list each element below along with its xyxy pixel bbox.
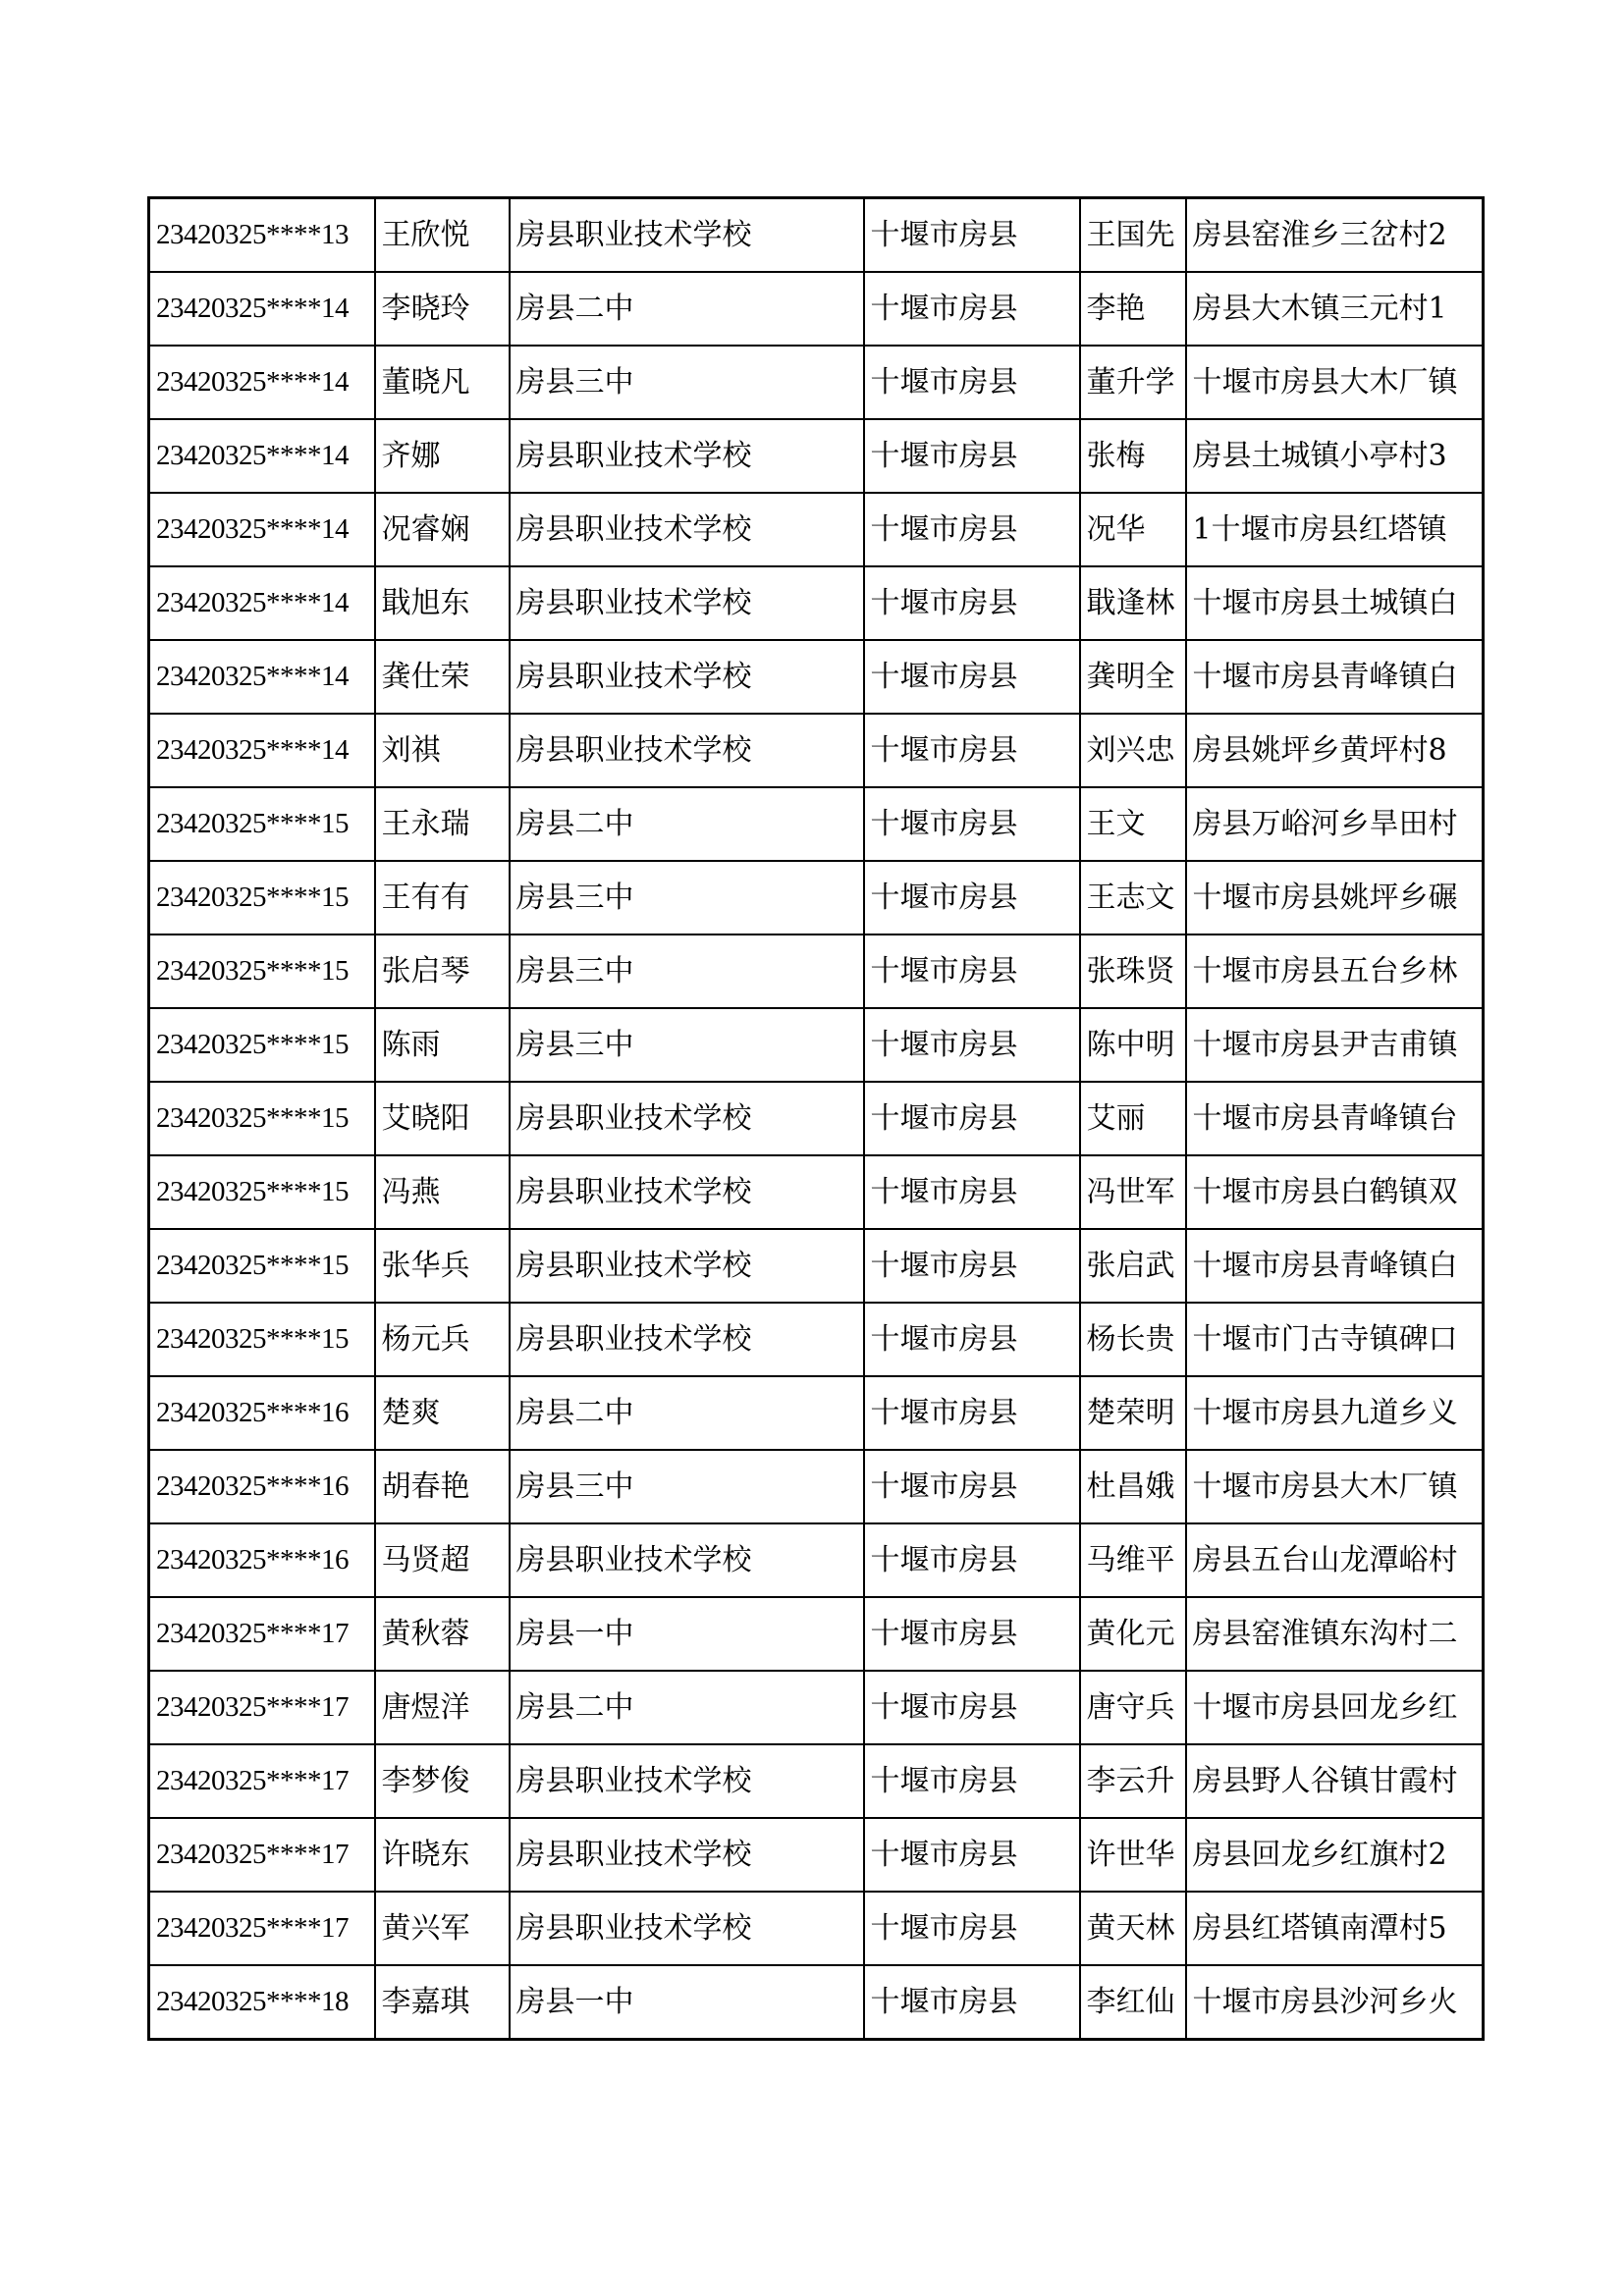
table-row — [149, 1450, 1484, 1523]
student-name-cell: 王欣悦 — [375, 198, 510, 273]
school-cell: 房县一中 — [510, 1965, 864, 2040]
table-row — [149, 714, 1484, 787]
guardian-name-cell: 马维平 — [1080, 1523, 1186, 1597]
city-cell: 十堰市房县 — [864, 1965, 1080, 2040]
table-row — [149, 272, 1484, 346]
city-cell: 十堰市房县 — [864, 1523, 1080, 1597]
student-name-cell: 许晓东 — [375, 1818, 510, 1892]
guardian-name-cell: 王国先 — [1080, 198, 1186, 273]
school-cell: 房县三中 — [510, 1450, 864, 1523]
table-row — [149, 1155, 1484, 1229]
student-name-cell: 王有有 — [375, 861, 510, 934]
school-cell: 房县三中 — [510, 934, 864, 1008]
guardian-name-cell: 龚明全 — [1080, 640, 1186, 714]
id-cell: 23420325****15 — [149, 1303, 375, 1376]
guardian-name-cell: 戢逢林 — [1080, 566, 1186, 640]
address-cell: 十堰市房县姚坪乡碾 — [1186, 861, 1484, 934]
school-cell: 房县职业技术学校 — [510, 1744, 864, 1818]
address-cell: 十堰市房县回龙乡红 — [1186, 1671, 1484, 1744]
address-cell: 十堰市房县青峰镇白 — [1186, 1229, 1484, 1303]
address-cell: 房县回龙乡红旗村2 — [1186, 1818, 1484, 1892]
guardian-name-cell: 刘兴忠 — [1080, 714, 1186, 787]
id-cell: 23420325****14 — [149, 419, 375, 493]
student-name-cell: 冯燕 — [375, 1155, 510, 1229]
city-cell: 十堰市房县 — [864, 346, 1080, 419]
city-cell: 十堰市房县 — [864, 1008, 1080, 1082]
guardian-name-cell: 王志文 — [1080, 861, 1186, 934]
city-cell: 十堰市房县 — [864, 1303, 1080, 1376]
table-row — [149, 1892, 1484, 1965]
address-cell: 十堰市房县白鹤镇双 — [1186, 1155, 1484, 1229]
id-cell: 23420325****15 — [149, 1082, 375, 1155]
student-name-cell: 董晓凡 — [375, 346, 510, 419]
school-cell: 房县二中 — [510, 1671, 864, 1744]
school-cell: 房县一中 — [510, 1597, 864, 1671]
address-cell: 十堰市房县青峰镇白 — [1186, 640, 1484, 714]
city-cell: 十堰市房县 — [864, 566, 1080, 640]
city-cell: 十堰市房县 — [864, 1376, 1080, 1450]
student-name-cell: 况睿娴 — [375, 493, 510, 566]
school-cell: 房县职业技术学校 — [510, 566, 864, 640]
school-cell: 房县三中 — [510, 346, 864, 419]
table-row — [149, 1523, 1484, 1597]
table-row — [149, 198, 1484, 273]
id-cell: 23420325****17 — [149, 1892, 375, 1965]
student-name-cell: 李晓玲 — [375, 272, 510, 346]
address-cell: 房县大木镇三元村1 — [1186, 272, 1484, 346]
student-name-cell: 胡春艳 — [375, 1450, 510, 1523]
guardian-name-cell: 杨长贵 — [1080, 1303, 1186, 1376]
table-row — [149, 419, 1484, 493]
address-cell: 十堰市房县尹吉甫镇 — [1186, 1008, 1484, 1082]
school-cell: 房县三中 — [510, 861, 864, 934]
guardian-name-cell: 况华 — [1080, 493, 1186, 566]
student-name-cell: 马贤超 — [375, 1523, 510, 1597]
student-name-cell: 黄兴军 — [375, 1892, 510, 1965]
table-row — [149, 1744, 1484, 1818]
city-cell: 十堰市房县 — [864, 787, 1080, 861]
student-name-cell: 李梦俊 — [375, 1744, 510, 1818]
student-name-cell: 杨元兵 — [375, 1303, 510, 1376]
city-cell: 十堰市房县 — [864, 1818, 1080, 1892]
student-name-cell: 陈雨 — [375, 1008, 510, 1082]
school-cell: 房县职业技术学校 — [510, 714, 864, 787]
id-cell: 23420325****16 — [149, 1376, 375, 1450]
city-cell: 十堰市房县 — [864, 1082, 1080, 1155]
guardian-name-cell: 黄天林 — [1080, 1892, 1186, 1965]
id-cell: 23420325****15 — [149, 861, 375, 934]
student-name-cell: 楚爽 — [375, 1376, 510, 1450]
city-cell: 十堰市房县 — [864, 934, 1080, 1008]
guardian-name-cell: 张启武 — [1080, 1229, 1186, 1303]
student-name-cell: 齐娜 — [375, 419, 510, 493]
roster-table — [147, 196, 1485, 2041]
school-cell: 房县职业技术学校 — [510, 640, 864, 714]
id-cell: 23420325****15 — [149, 934, 375, 1008]
table-row — [149, 1671, 1484, 1744]
id-cell: 23420325****14 — [149, 714, 375, 787]
city-cell: 十堰市房县 — [864, 1744, 1080, 1818]
guardian-name-cell: 楚荣明 — [1080, 1376, 1186, 1450]
table-row — [149, 493, 1484, 566]
address-cell: 房县姚坪乡黄坪村8 — [1186, 714, 1484, 787]
address-cell: 十堰市房县五台乡林 — [1186, 934, 1484, 1008]
school-cell: 房县职业技术学校 — [510, 1523, 864, 1597]
table-row — [149, 1229, 1484, 1303]
city-cell: 十堰市房县 — [864, 1450, 1080, 1523]
school-cell: 房县二中 — [510, 787, 864, 861]
student-name-cell: 唐煜洋 — [375, 1671, 510, 1744]
student-name-cell: 黄秋蓉 — [375, 1597, 510, 1671]
city-cell: 十堰市房县 — [864, 419, 1080, 493]
id-cell: 23420325****17 — [149, 1744, 375, 1818]
city-cell: 十堰市房县 — [864, 198, 1080, 273]
address-cell: 房县窑淮乡三岔村2 — [1186, 198, 1484, 273]
guardian-name-cell: 张梅 — [1080, 419, 1186, 493]
address-cell: 房县万峪河乡旱田村 — [1186, 787, 1484, 861]
school-cell: 房县职业技术学校 — [510, 419, 864, 493]
school-cell: 房县职业技术学校 — [510, 198, 864, 273]
student-name-cell: 张华兵 — [375, 1229, 510, 1303]
student-name-cell: 戢旭东 — [375, 566, 510, 640]
school-cell: 房县职业技术学校 — [510, 1818, 864, 1892]
student-name-cell: 张启琴 — [375, 934, 510, 1008]
id-cell: 23420325****15 — [149, 1155, 375, 1229]
guardian-name-cell: 冯世军 — [1080, 1155, 1186, 1229]
city-cell: 十堰市房县 — [864, 272, 1080, 346]
guardian-name-cell: 李云升 — [1080, 1744, 1186, 1818]
guardian-name-cell: 杜昌娥 — [1080, 1450, 1186, 1523]
table-row — [149, 1597, 1484, 1671]
student-name-cell: 刘祺 — [375, 714, 510, 787]
guardian-name-cell: 许世华 — [1080, 1818, 1186, 1892]
student-name-cell: 王永瑞 — [375, 787, 510, 861]
school-cell: 房县职业技术学校 — [510, 1892, 864, 1965]
id-cell: 23420325****15 — [149, 1008, 375, 1082]
id-cell: 23420325****14 — [149, 493, 375, 566]
student-name-cell: 艾晓阳 — [375, 1082, 510, 1155]
id-cell: 23420325****15 — [149, 1229, 375, 1303]
guardian-name-cell: 陈中明 — [1080, 1008, 1186, 1082]
id-cell: 23420325****17 — [149, 1818, 375, 1892]
roster-table-body — [149, 198, 1484, 2040]
guardian-name-cell: 李红仙 — [1080, 1965, 1186, 2040]
id-cell: 23420325****17 — [149, 1671, 375, 1744]
address-cell: 房县五台山龙潭峪村 — [1186, 1523, 1484, 1597]
guardian-name-cell: 张珠贤 — [1080, 934, 1186, 1008]
table-row — [149, 566, 1484, 640]
id-cell: 23420325****16 — [149, 1523, 375, 1597]
city-cell: 十堰市房县 — [864, 1597, 1080, 1671]
address-cell: 房县窑淮镇东沟村二 — [1186, 1597, 1484, 1671]
city-cell: 十堰市房县 — [864, 861, 1080, 934]
address-cell: 1十堰市房县红塔镇 — [1186, 493, 1484, 566]
guardian-name-cell: 黄化元 — [1080, 1597, 1186, 1671]
id-cell: 23420325****14 — [149, 346, 375, 419]
school-cell: 房县三中 — [510, 1008, 864, 1082]
table-row — [149, 1818, 1484, 1892]
id-cell: 23420325****14 — [149, 566, 375, 640]
id-cell: 23420325****14 — [149, 272, 375, 346]
guardian-name-cell: 唐守兵 — [1080, 1671, 1186, 1744]
id-cell: 23420325****13 — [149, 198, 375, 273]
student-name-cell: 龚仕荣 — [375, 640, 510, 714]
table-row — [149, 1376, 1484, 1450]
school-cell: 房县职业技术学校 — [510, 1229, 864, 1303]
id-cell: 23420325****18 — [149, 1965, 375, 2040]
table-row — [149, 1082, 1484, 1155]
address-cell: 十堰市房县九道乡义 — [1186, 1376, 1484, 1450]
address-cell: 房县野人谷镇甘霞村 — [1186, 1744, 1484, 1818]
address-cell: 十堰市房县大木厂镇 — [1186, 346, 1484, 419]
city-cell: 十堰市房县 — [864, 1229, 1080, 1303]
address-cell: 十堰市房县沙河乡火 — [1186, 1965, 1484, 2040]
table-row — [149, 640, 1484, 714]
id-cell: 23420325****14 — [149, 640, 375, 714]
city-cell: 十堰市房县 — [864, 640, 1080, 714]
table-row — [149, 934, 1484, 1008]
guardian-name-cell: 李艳 — [1080, 272, 1186, 346]
id-cell: 23420325****17 — [149, 1597, 375, 1671]
table-row — [149, 1008, 1484, 1082]
city-cell: 十堰市房县 — [864, 1155, 1080, 1229]
school-cell: 房县二中 — [510, 1376, 864, 1450]
table-row — [149, 1303, 1484, 1376]
school-cell: 房县职业技术学校 — [510, 493, 864, 566]
table-row — [149, 1965, 1484, 2040]
id-cell: 23420325****16 — [149, 1450, 375, 1523]
guardian-name-cell: 董升学 — [1080, 346, 1186, 419]
table-row — [149, 861, 1484, 934]
city-cell: 十堰市房县 — [864, 1671, 1080, 1744]
city-cell: 十堰市房县 — [864, 1892, 1080, 1965]
address-cell: 十堰市房县大木厂镇 — [1186, 1450, 1484, 1523]
address-cell: 房县红塔镇南潭村5 — [1186, 1892, 1484, 1965]
id-cell: 23420325****15 — [149, 787, 375, 861]
school-cell: 房县职业技术学校 — [510, 1303, 864, 1376]
school-cell: 房县二中 — [510, 272, 864, 346]
school-cell: 房县职业技术学校 — [510, 1155, 864, 1229]
address-cell: 十堰市房县土城镇白 — [1186, 566, 1484, 640]
table-row — [149, 346, 1484, 419]
table-row — [149, 787, 1484, 861]
address-cell: 十堰市房县青峰镇台 — [1186, 1082, 1484, 1155]
city-cell: 十堰市房县 — [864, 493, 1080, 566]
guardian-name-cell: 艾丽 — [1080, 1082, 1186, 1155]
school-cell: 房县职业技术学校 — [510, 1082, 864, 1155]
city-cell: 十堰市房县 — [864, 714, 1080, 787]
address-cell: 房县土城镇小亭村3 — [1186, 419, 1484, 493]
address-cell: 十堰市门古寺镇碑口 — [1186, 1303, 1484, 1376]
student-name-cell: 李嘉琪 — [375, 1965, 510, 2040]
guardian-name-cell: 王文 — [1080, 787, 1186, 861]
